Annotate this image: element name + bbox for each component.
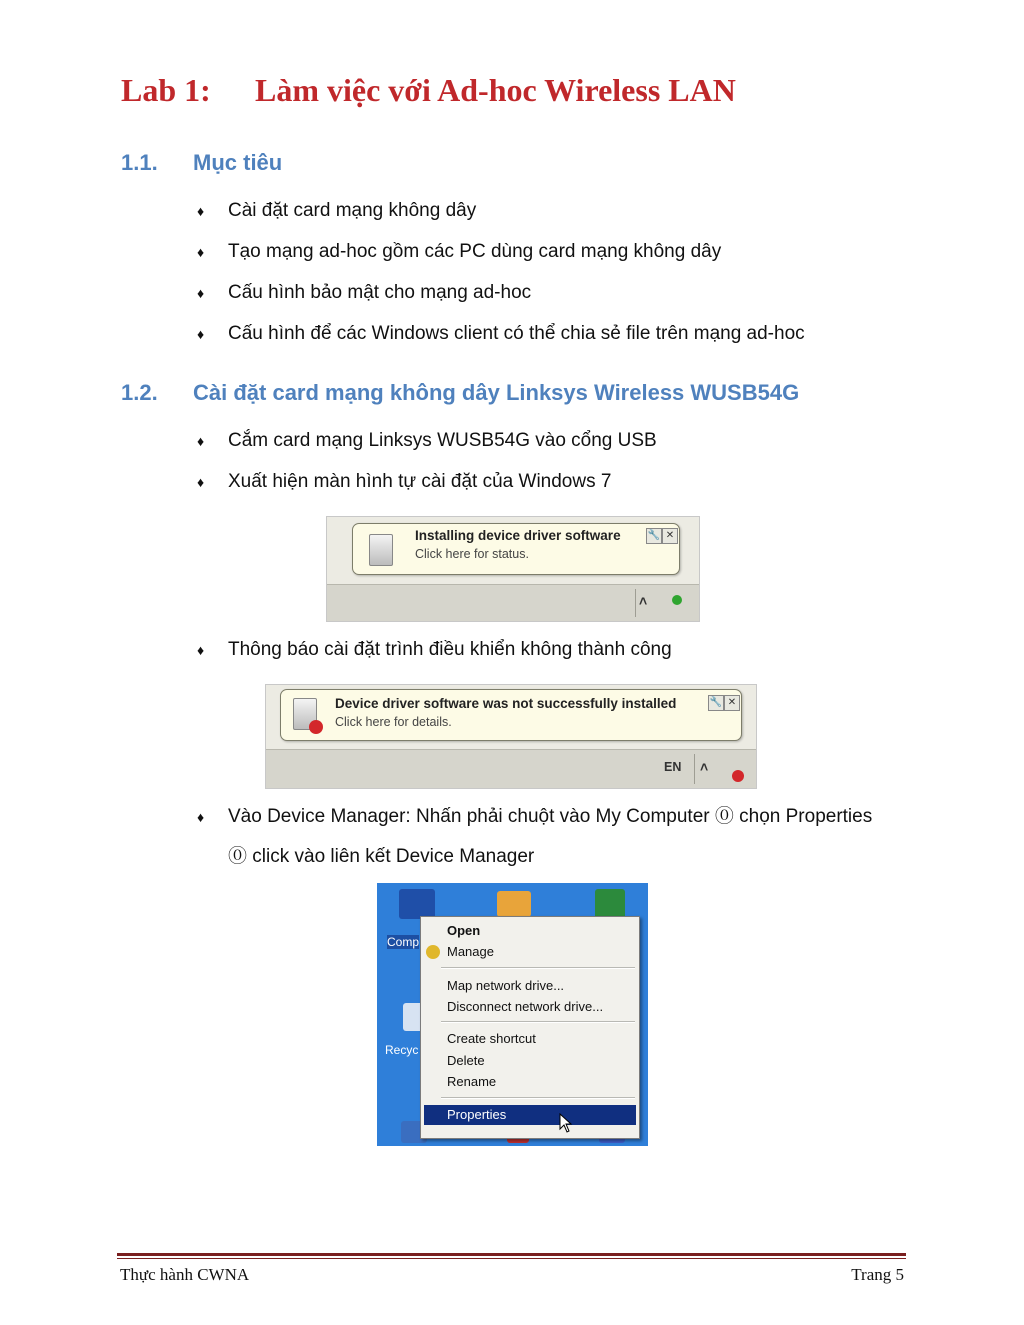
bullet-icon: ♦ [197, 474, 205, 490]
lab-title [121, 72, 736, 109]
language-indicator: EN [664, 760, 682, 774]
folder-icon [497, 891, 531, 917]
lab-title-text: Làm việc với Ad-hoc Wireless LAN [255, 72, 736, 108]
lab-number: Lab 1: [121, 72, 211, 108]
error-icon [309, 720, 323, 734]
bullet-icon: ♦ [197, 809, 205, 825]
bullet-icon: ♦ [197, 285, 205, 301]
excel-icon [595, 889, 625, 919]
section-title: Cài đặt card mạng không dây Linksys Wireless WUSB54G [193, 380, 800, 405]
section-number: 1.1. [121, 150, 158, 175]
menu-item-properties[interactable]: Properties [424, 1105, 636, 1125]
chevron-up-icon: ˄ [700, 759, 709, 775]
screenshot-installing-driver [326, 516, 700, 622]
menu-item-disconnect-network-drive[interactable]: Disconnect network drive... [447, 999, 604, 1014]
list-item-continuation: ⓪ click vào liên kết Device Manager [228, 846, 535, 867]
menu-item-manage[interactable]: Manage [447, 944, 494, 959]
wrench-icon[interactable]: 🔧 [708, 695, 724, 711]
taskbar [327, 584, 699, 621]
notification-balloon[interactable]: Device driver software was not successfully installed Click here for details. 🔧 ✕ [280, 689, 742, 741]
screenshot-driver-failed [265, 684, 757, 789]
menu-item-delete[interactable]: Delete [447, 1053, 485, 1068]
bullet-icon: ♦ [197, 433, 205, 449]
section-heading-1-2 [121, 380, 799, 406]
close-icon[interactable]: ✕ [724, 695, 740, 711]
shield-icon [426, 945, 440, 959]
page-number: Trang 5 [851, 1265, 904, 1284]
close-icon[interactable]: ✕ [662, 528, 678, 544]
menu-item-map-network-drive[interactable]: Map network drive... [447, 978, 565, 993]
bullet-icon: ♦ [197, 203, 205, 219]
footer-left: Thực hành CWNA [120, 1265, 250, 1284]
section-heading-1-1 [121, 150, 282, 176]
section-title: Mục tiêu [193, 150, 283, 175]
computer-icon [369, 534, 393, 566]
menu-separator [441, 967, 635, 969]
menu-separator [441, 1097, 635, 1099]
wrench-icon[interactable]: 🔧 [646, 528, 662, 544]
bullet-icon: ♦ [197, 326, 205, 342]
footer-rule-thin [117, 1258, 906, 1259]
notification-balloon[interactable]: Installing device driver software Click here for status. 🔧 ✕ [352, 523, 680, 575]
bullet-icon: ♦ [197, 244, 205, 260]
section-number: 1.2. [121, 380, 158, 405]
context-menu [420, 916, 640, 1139]
chevron-up-icon: ˄ [639, 593, 648, 609]
menu-separator [441, 1021, 635, 1023]
error-icon [732, 770, 744, 782]
network-status-icon [672, 595, 682, 605]
screenshot-context-menu: Comp Recyc Open Manage Map network drive... Disconnect network drive... Create shortcut Delete Rename Properties [377, 883, 648, 1146]
menu-item-create-shortcut[interactable]: Create shortcut [447, 1031, 536, 1046]
taskbar [266, 749, 756, 788]
mouse-cursor-icon [559, 1113, 573, 1133]
menu-item-rename[interactable]: Rename [447, 1074, 497, 1089]
computer-icon [399, 889, 435, 919]
bullet-icon: ♦ [197, 642, 205, 658]
menu-item-open[interactable]: Open [447, 923, 481, 938]
footer-rule [117, 1253, 906, 1256]
